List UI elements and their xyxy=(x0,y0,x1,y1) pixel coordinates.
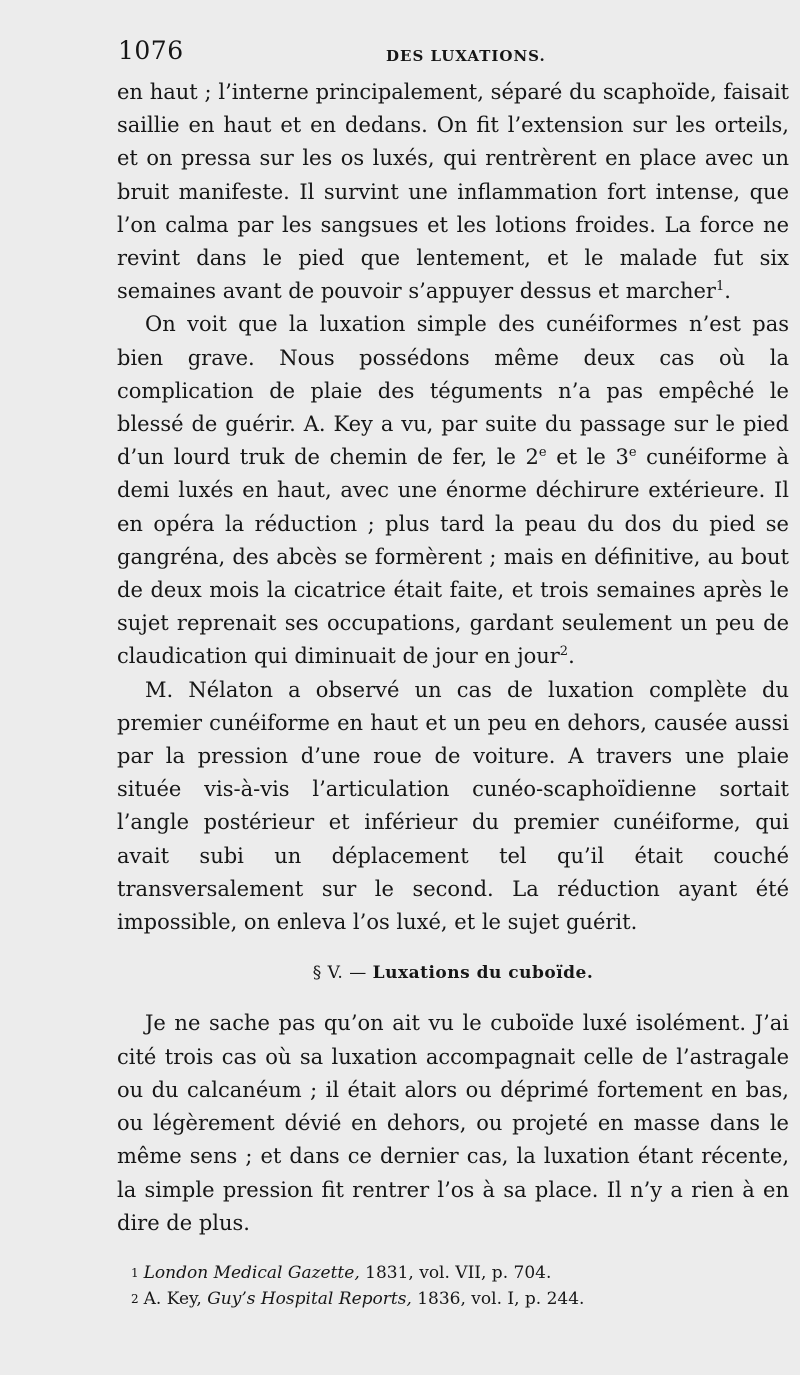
footnote-1-source: London Medical Gazette, xyxy=(143,1262,360,1283)
paragraph-1-end: . xyxy=(724,279,731,304)
paragraph-3: M. Nélaton a observé un cas de luxation complète du premier cunéiforme en haut et un peu en dehors, causée aussi par la pression d’une roue de voiture. A travers une plaie située vis-à-vis l’articulation cunéo-scaphoïdienne sortait l’angle postérieur et inférieur du premier cunéiforme, qui avait subi un déplacement tel qu’il était couché transversalement sur le second. La réduction ayant été impossible, on enleva l’os luxé, et le sujet guérit. xyxy=(117,677,789,935)
paragraph-4: Je ne sache pas qu’on ait vu le cuboïde luxé isolément. J’ai cité trois cas où sa luxation accompagnait celle de l’astragale ou du calcanéum ; il était alors ou déprimé fortement en bas, ou légèrement dévié en dehors, ou projeté en masse dans le même sens ; et dans ce dernier cas, la luxation étant récente, la simple pression fit rentrer l’os à sa place. Il n’y a rien à en dire de plus. xyxy=(117,1011,789,1235)
footnotes xyxy=(117,1260,789,1312)
page-header xyxy=(118,36,790,72)
footnote-ref-1: 1 xyxy=(715,279,725,295)
paragraph-2-rest: cunéiforme à demi luxés en haut, avec une énorme déchirure extérieure. Il en opéra la réduction ; plus tard la peau du dos du pied se gangréna, des abcès se formèrent ; mais en définitive, au bout de deux mois la cicatrice était faite, et trois semaines après le sujet reprenait ses occupations, gardant seulement un peu de claudication qui diminuait de jour en jour xyxy=(117,445,790,669)
ordinal-superscript-2: e xyxy=(538,445,547,461)
ordinal-superscript-3: e xyxy=(628,445,637,461)
footnote-2-marker: 2 xyxy=(131,1291,139,1306)
footnote-2-citation: 1836, vol. I, p. 244. xyxy=(411,1288,585,1309)
footnote-ref-2: 2 xyxy=(559,644,569,660)
paragraph-1-text: en haut ; l’interne principalement, séparé du scaphoïde, faisait saillie en haut et en dedans. On fit l’extension sur les orteils, et on pressa sur les os luxés, qui rentrèrent en place avec un bruit manifeste. Il survint une inflammation fort intense, que l’on calma par les sangsues et les lotions froides. La force ne revint dans le pied que lentement, et le malade fut six semaines avant de pouvoir s’appuyer dessus et marcher xyxy=(117,80,789,304)
paragraph-1 xyxy=(117,76,789,308)
paragraph-2 xyxy=(117,308,789,673)
section-number: § V. — xyxy=(312,963,367,984)
paragraph-2-text: On voit que la luxation simple des cunéiformes n’est pas bien grave. Nous possédons même deux cas où la complication de plaie des téguments n’a pas empêché le blessé de guérir. A. Key a vu, par suite du passage sur le pied d’un lourd truk de chemin de fer, le 2 xyxy=(117,312,789,470)
footnote-1-citation: 1831, vol. VII, p. 704. xyxy=(359,1262,552,1283)
footnote-2-author: A. Key, xyxy=(143,1288,208,1309)
footnote-2-source: Guy’s Hospital Reports, xyxy=(207,1288,412,1309)
paragraph-2-end: . xyxy=(568,644,575,669)
running-title: DES LUXATIONS. xyxy=(386,47,546,65)
footnote-1 xyxy=(117,1260,789,1286)
section-title: Luxations du cuboïde. xyxy=(372,963,594,984)
body-text xyxy=(117,76,789,1312)
section-heading xyxy=(117,957,789,990)
paragraph-2-mid: et le 3 xyxy=(546,445,629,470)
footnote-2 xyxy=(117,1286,789,1312)
footnote-1-marker: 1 xyxy=(131,1265,139,1280)
page-number: 1076 xyxy=(118,36,184,65)
